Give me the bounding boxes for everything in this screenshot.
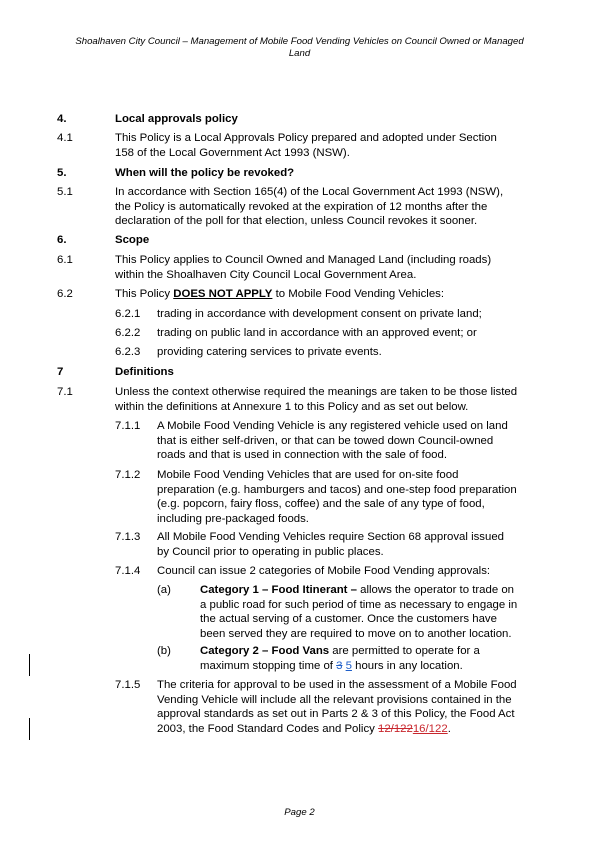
clause-number: 6.2.2 — [115, 327, 141, 339]
inserted-text: 16/122 — [412, 722, 448, 735]
text-line: within the Shoalhaven City Council Local Government Area. — [115, 268, 417, 281]
text-run: hours in any location. — [351, 659, 463, 672]
header-line-2: Land — [288, 48, 311, 59]
text-line: declaration of the poll for that election, unless Council revokes it sooner. — [115, 215, 478, 228]
category-title: Category 2 – Food Vans — [200, 645, 330, 657]
category-title: Category 1 – Food Itinerant – — [200, 584, 357, 596]
header-line-1: Shoalhaven City Council – Management of Mobile Food Vending Vehicles on Council Owned or Managed — [75, 36, 524, 47]
item-label: (a) — [157, 584, 171, 596]
text-run: maximum stopping time of — [200, 659, 337, 672]
section-title: When will the policy be revoked? — [115, 167, 295, 179]
text-line: This Policy applies to Council Owned and Managed Land (including roads) — [115, 254, 492, 266]
inserted-text: 5 — [345, 659, 352, 672]
clause-number: 4.1 — [57, 132, 73, 144]
text-line: Vending Vehicle will include all the relevant provisions contained in the — [157, 693, 512, 706]
text-line: by Council prior to operating in public places. — [157, 545, 384, 558]
text-line: preparation (e.g. hamburgers and tacos) and one-step food preparation — [157, 483, 517, 496]
text-run: This Policy — [115, 288, 174, 300]
deleted-text: 12/122 — [378, 722, 413, 735]
clause-text: providing catering services to private events. — [157, 346, 382, 358]
text-line: roads and that is used in connection with the sale of food. — [157, 449, 448, 462]
clause-number: 7.1.5 — [115, 679, 141, 691]
text-line: This Policy is a Local Approvals Policy prepared and adopted under Section — [115, 132, 497, 144]
text-run: 2003, the Food Standard Codes and Policy — [157, 722, 378, 735]
clause-number: 7.1.2 — [115, 469, 141, 481]
clause-text: Council can issue 2 categories of Mobile Food Vending approvals: — [157, 565, 491, 577]
text-line: that is either self-driven, or that can be towed down Council-owned — [157, 434, 494, 447]
clause-text: trading on public land in accordance with an approved event; or — [157, 327, 477, 339]
clause-number: 7.1.4 — [115, 565, 141, 577]
clause-number: 7.1.1 — [115, 420, 141, 432]
deleted-text: 3 — [336, 659, 343, 672]
section-number: 6. — [57, 234, 67, 246]
text-line: In accordance with Section 165(4) of the Local Government Act 1993 (NSW), — [115, 186, 504, 198]
section-title: Local approvals policy — [115, 113, 238, 125]
clause-number: 6.2.1 — [115, 308, 141, 320]
text-run: to Mobile Food Vending Vehicles: — [272, 288, 445, 300]
page-number: Page 2 — [284, 807, 315, 818]
text-line: All Mobile Food Vending Vehicles require Section 68 approval issued — [157, 531, 504, 543]
text-line: been served they are required to move on to another location. — [200, 627, 512, 640]
change-bar — [29, 654, 30, 676]
section-number: 7 — [57, 366, 64, 378]
clause-number: 5.1 — [57, 186, 73, 198]
text-line: the actual serving of a customer. Once the customers have — [200, 613, 497, 626]
text-line: a public road for such period of time as necessary to engage in — [200, 598, 518, 611]
text-run: allows the operator to trade on — [356, 584, 515, 596]
clause-number: 6.2.3 — [115, 346, 141, 358]
text-line: Unless the context otherwise required the meanings are taken to be those listed — [115, 386, 518, 398]
clause-number: 7.1 — [57, 386, 73, 398]
item-label: (b) — [157, 645, 171, 657]
clause-number: 6.2 — [57, 288, 73, 300]
text-line: A Mobile Food Vending Vehicle is any registered vehicle used on land — [157, 420, 508, 432]
document-header — [40, 36, 559, 60]
text-line: within the definitions at Annexure 1 to this Policy and as set out below. — [115, 400, 469, 413]
text-run: are permitted to operate for a — [329, 645, 480, 657]
section-number: 4. — [57, 113, 67, 125]
text-line: The criteria for approval to be used in the assessment of a Mobile Food — [157, 679, 517, 691]
text-line: including pre-packaged foods. — [157, 512, 309, 525]
text-line: the Policy is automatically revoked at the expiration of 12 months after the — [115, 200, 488, 213]
text-run: . — [447, 722, 451, 735]
text-line: Mobile Food Vending Vehicles that are used for on-site food — [157, 469, 459, 481]
section-number: 5. — [57, 167, 67, 179]
clause-number: 7.1.3 — [115, 531, 141, 543]
text-line: 158 of the Local Government Act 1993 (NSW). — [115, 146, 350, 159]
change-bar — [29, 718, 30, 740]
section-title: Scope — [115, 234, 150, 246]
clause-number: 6.1 — [57, 254, 73, 266]
clause-text: trading in accordance with development consent on private land; — [157, 308, 482, 320]
text-line: (e.g. popcorn, fairy floss, coffee) and the sale of any type of food, — [157, 498, 485, 511]
text-line: approval standards as set out in Parts 2 & 3 of this Policy, the Food Act — [157, 708, 515, 721]
emphasis-text: DOES NOT APPLY — [173, 288, 273, 300]
section-title: Definitions — [115, 366, 174, 378]
